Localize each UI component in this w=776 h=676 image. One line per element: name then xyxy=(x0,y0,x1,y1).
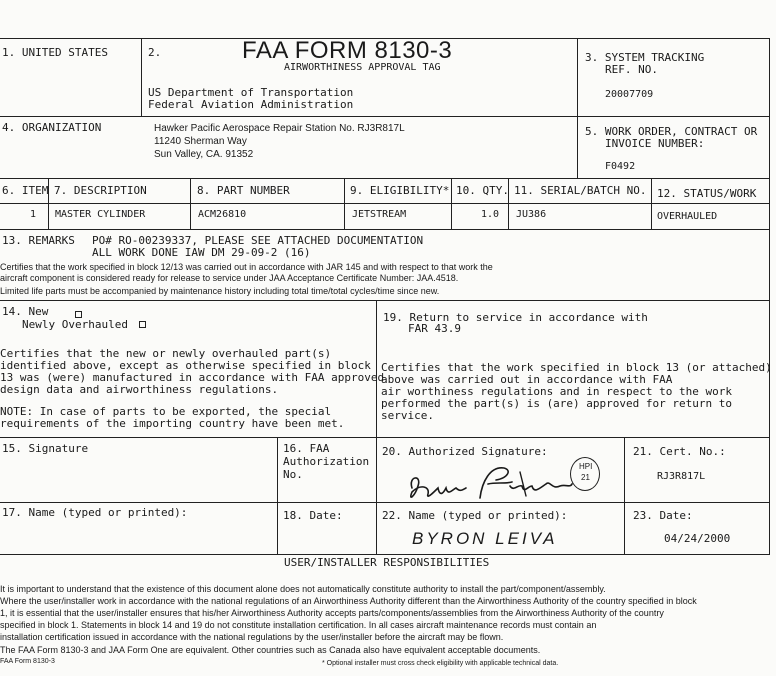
item-qty: 1.0 xyxy=(481,209,500,220)
block-17-label: 17. Name (typed or printed): xyxy=(2,506,188,519)
item-eligibility: JETSTREAM xyxy=(352,209,407,220)
block-21-label: 21. Cert. No.: xyxy=(633,445,726,458)
footer-paragraph-5: installation certification issued in accordance with the national regulations by the user/installer before the aircraft may be flown. xyxy=(0,632,504,642)
rule xyxy=(344,178,345,229)
block-14-new-label: 14. New xyxy=(2,305,49,318)
block-14-note-2: requirements of the importing country have been met. xyxy=(0,417,345,430)
organization-city: Sun Valley, CA. 91352 xyxy=(154,149,254,160)
block-14-text-3: 13 was (were) manufactured in accordance with FAA approved xyxy=(0,371,385,384)
block-19-text-2: above was carried out in accordance with FAA xyxy=(381,373,673,386)
rule xyxy=(190,178,191,229)
block-14-overhauled-label: Newly Overhauled xyxy=(22,318,128,331)
block-16-label-2: Authorization xyxy=(283,455,370,468)
block-22-label: 22. Name (typed or printed): xyxy=(382,509,568,522)
header-serial: 11. SERIAL/BATCH NO. xyxy=(514,184,647,197)
organization-street: 11240 Sherman Way xyxy=(154,136,247,147)
footer-paragraph-3: 1, it is essential that the user/installer ensures that his/her Airworthiness Authority accepts parts/components/assemblies from the Airworthiness Authority of the country xyxy=(0,608,664,618)
rule xyxy=(277,437,278,554)
rule xyxy=(0,300,770,301)
block-19-text-4: performed the part(s) is (are) approved for return to xyxy=(381,397,732,410)
remarks-certification-1: Certifies that the work specified in block 12/13 was carried out in accordance with JAR 145 and with respect to that work the xyxy=(0,262,493,272)
organization-name: Hawker Pacific Aerospace Repair Station No. RJ3R817L xyxy=(154,123,405,134)
user-installer-heading: USER/INSTALLER RESPONSIBILITIES xyxy=(284,556,490,569)
block-5-label-2: INVOICE NUMBER: xyxy=(605,137,705,150)
block-16-label-3: No. xyxy=(283,468,303,481)
block-1-country: 1. UNITED STATES xyxy=(2,46,108,59)
cert-number: RJ3R817L xyxy=(657,471,706,482)
department-line-1: US Department of Transportation xyxy=(148,86,354,99)
block-5-label: 5. WORK ORDER, CONTRACT OR xyxy=(585,125,758,138)
new-checkbox[interactable] xyxy=(75,311,82,318)
form-subtitle: AIRWORTHINESS APPROVAL TAG xyxy=(284,62,441,73)
stamp-text-bottom: 21 xyxy=(581,473,590,482)
work-order-number: F0492 xyxy=(605,161,636,172)
rule xyxy=(0,502,770,503)
block-18-label: 18. Date: xyxy=(283,509,343,522)
rule xyxy=(577,38,578,178)
block-14-text-2: identified above, except as otherwise specified in block xyxy=(0,359,371,372)
block-19-text-1: Certifies that the work specified in block 13 (or attached) xyxy=(381,361,772,374)
rule xyxy=(624,437,625,554)
stamp-text-top: HPI xyxy=(579,462,593,471)
block-19-label: 19. Return to service in accordance with xyxy=(383,311,648,324)
rule xyxy=(0,554,770,555)
form-identifier: FAA Form 8130-3 xyxy=(0,658,55,665)
block-13-label: 13. REMARKS xyxy=(2,234,75,247)
handwritten-signature xyxy=(400,462,575,508)
rule xyxy=(0,116,770,117)
rule xyxy=(0,437,770,438)
item-number: 1 xyxy=(30,209,37,220)
remarks-certification-2: aircraft component is considered ready for release to service under JAA Acceptance Certificate Number: JAA.4518. xyxy=(0,273,459,283)
eligibility-footnote: * Optional installer must cross check eligibility with applicable technical data. xyxy=(322,660,559,667)
header-description: 7. DESCRIPTION xyxy=(54,184,147,197)
rule xyxy=(141,38,142,116)
footer-paragraph-6: The FAA Form 8130-3 and JAA Form One are equivalent. Other countries such as Canada also have equivalent acceptable documents. xyxy=(0,645,541,655)
block-4-label: 4. ORGANIZATION xyxy=(2,121,102,134)
rule xyxy=(651,178,652,229)
overhauled-checkbox[interactable] xyxy=(139,321,146,328)
department-line-2: Federal Aviation Administration xyxy=(148,98,354,111)
header-qty: 10. QTY. xyxy=(456,184,509,197)
block-23-label: 23. Date: xyxy=(633,509,693,522)
rule xyxy=(0,203,770,204)
rule xyxy=(376,300,377,554)
footer-paragraph-4: specified in block 1. Statements in block 14 and 19 do not constitute installation certification. In all cases aircraft maintenance records must contain an xyxy=(0,620,597,630)
remarks-line-2: ALL WORK DONE IAW DM 29-09-2 (16) xyxy=(92,246,311,259)
block-14-text-1: Certifies that the new or newly overhauled part(s) xyxy=(0,347,332,360)
block-14-text-4: design data and airworthiness regulations. xyxy=(0,383,279,396)
date-value: 04/24/2000 xyxy=(664,532,731,545)
block-19-text-3: air worthiness regulations and in respect to the work xyxy=(381,385,732,398)
block-15-label: 15. Signature xyxy=(2,442,89,455)
printed-name: BYRON LEIVA xyxy=(412,529,558,548)
block-20-label: 20. Authorized Signature: xyxy=(382,445,548,458)
rule xyxy=(0,229,770,230)
form-title: FAA FORM 8130-3 xyxy=(242,37,453,64)
item-serial: JU386 xyxy=(516,209,547,220)
header-eligibility: 9. ELIGIBILITY* xyxy=(350,184,450,197)
footer-paragraph-1: It is important to understand that the existence of this document alone does not automatically constitute authority to install the part/component/assembly. xyxy=(0,584,606,594)
rule xyxy=(451,178,452,229)
footer-paragraph-2: Where the user/installer work in accordance with the national regulations of an Airworthiness Authority different than the Airworthiness Authority of the country specified in block xyxy=(0,596,697,606)
header-part-number: 8. PART NUMBER xyxy=(197,184,290,197)
remarks-line-1: PO# RO-00239337, PLEASE SEE ATTACHED DOCUMENTATION xyxy=(92,234,424,247)
block-14-note-1: NOTE: In case of parts to be exported, the special xyxy=(0,405,332,418)
block-2-label: 2. xyxy=(148,46,162,59)
item-status: OVERHAULED xyxy=(657,211,718,222)
system-tracking-ref: 20007709 xyxy=(605,89,654,100)
block-3-label: 3. SYSTEM TRACKING xyxy=(585,51,705,64)
rule xyxy=(769,38,770,554)
item-part-number: ACM26810 xyxy=(198,209,247,220)
rule xyxy=(0,178,770,179)
block-16-label: 16. FAA xyxy=(283,442,330,455)
header-item: 6. ITEM xyxy=(2,184,49,197)
remarks-certification-3: Limited life parts must be accompanied by maintenance history including total time/total cycles/time since new. xyxy=(0,286,440,296)
block-19-label-2: FAR 43.9 xyxy=(408,322,461,335)
header-status: 12. STATUS/WORK xyxy=(657,187,757,200)
item-description: MASTER CYLINDER xyxy=(55,209,146,220)
block-3-label-2: REF. NO. xyxy=(605,63,658,76)
block-19-text-5: service. xyxy=(381,409,434,422)
